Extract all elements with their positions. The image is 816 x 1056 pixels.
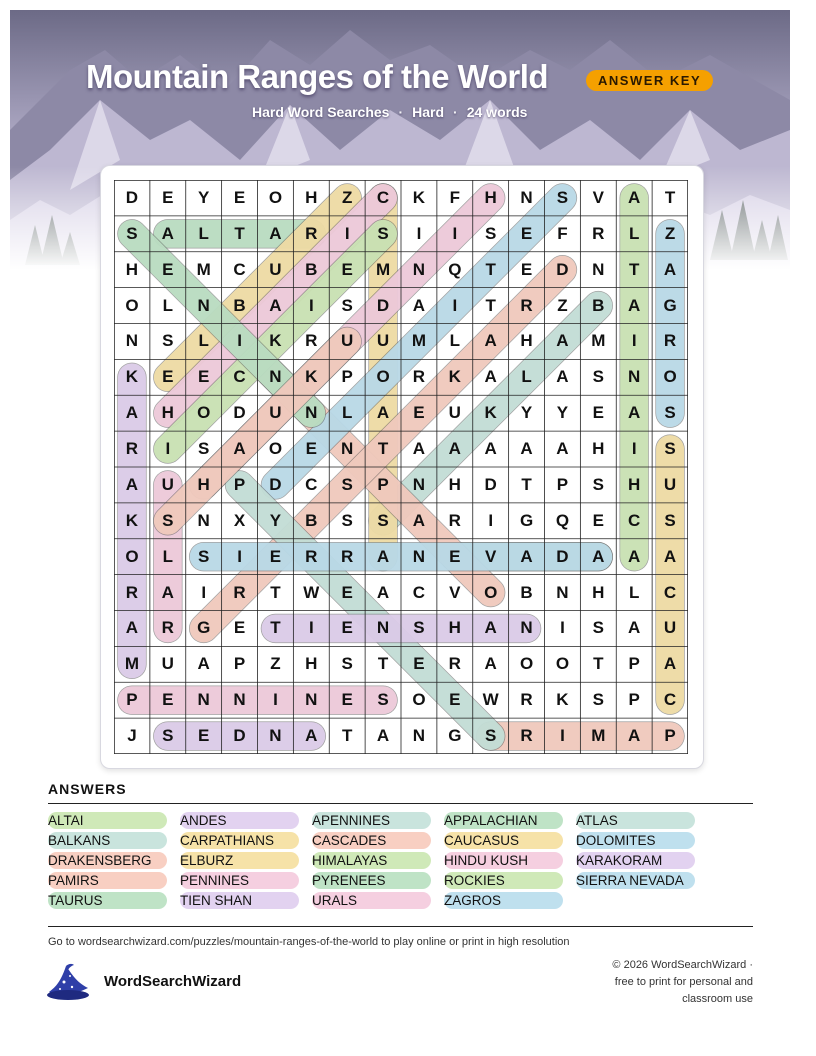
grid-letter: A: [484, 331, 497, 351]
grid-letter: U: [448, 403, 461, 423]
grid-letter: A: [233, 439, 246, 459]
grid-letter: A: [484, 618, 497, 638]
grid-letter: G: [197, 618, 211, 638]
grid-letter: T: [593, 654, 604, 674]
grid-letter: W: [482, 690, 499, 710]
subtitle-separator: ·: [398, 104, 404, 120]
grid-letter: H: [161, 403, 174, 423]
grid-letter: C: [305, 474, 318, 494]
grid-letter: A: [663, 654, 677, 674]
grid-letter: I: [308, 618, 314, 638]
answer-word: ATLAS: [576, 812, 695, 829]
grid-letter: T: [521, 474, 532, 494]
grid-letter: M: [411, 331, 427, 351]
grid-letter: E: [520, 259, 533, 279]
grid-letter: V: [592, 187, 604, 207]
grid-letter: H: [592, 582, 605, 602]
grid-letter: N: [197, 690, 210, 710]
grid-letter: T: [270, 582, 281, 602]
grid-letter: N: [305, 690, 318, 710]
grid-letter: P: [126, 690, 138, 710]
grid-letter: E: [520, 223, 533, 243]
grid-letter: P: [233, 474, 246, 494]
grid-letter: L: [198, 331, 209, 351]
grid-letter: A: [556, 439, 569, 459]
word-search-grid: [114, 180, 688, 754]
grid-letter: O: [197, 403, 211, 423]
grid-letter: N: [412, 546, 426, 566]
grid-letter: A: [125, 474, 139, 494]
grid-letter: D: [556, 259, 569, 279]
answer-word: APENNINES: [312, 812, 431, 829]
grid-letter: S: [377, 510, 389, 530]
brand-name: WordSearchWizard: [104, 973, 242, 990]
grid-letter: E: [592, 510, 604, 530]
grid-letter: P: [628, 654, 640, 674]
grid-letter: C: [663, 582, 677, 602]
answer-word: SIERRA NEVADA: [576, 872, 695, 889]
grid-letter: J: [127, 726, 137, 746]
grid-letter: T: [485, 259, 496, 279]
grid-letter: I: [344, 223, 350, 243]
grid-letter: I: [273, 690, 278, 710]
grid-letter: R: [663, 331, 677, 351]
grid-letter: E: [162, 367, 174, 387]
grid-letter: S: [485, 223, 497, 243]
answer-word: KARAKORAM: [576, 852, 695, 869]
subtitle-separator: ·: [453, 104, 458, 120]
grid-letter: E: [233, 187, 246, 207]
grid-letter: S: [664, 403, 676, 423]
grid-letter: Z: [664, 223, 676, 243]
answer-word: ANDES: [180, 812, 299, 829]
grid-letter: O: [663, 367, 677, 387]
grid-letter: U: [161, 654, 174, 674]
grid-letter: S: [198, 546, 210, 566]
grid-letter: B: [520, 582, 533, 602]
grid-letter: H: [305, 187, 318, 207]
grid-letter: E: [413, 403, 425, 423]
answer-word: TAURUS: [48, 892, 167, 909]
grid-letter: S: [162, 726, 174, 746]
grid-letter: I: [560, 726, 565, 746]
grid-letter: R: [520, 690, 533, 710]
grid-letter: D: [484, 474, 497, 494]
grid-letter: A: [628, 187, 641, 207]
grid-letter: C: [233, 367, 246, 387]
grid-letter: S: [341, 510, 353, 530]
grid-letter: E: [413, 654, 425, 674]
grid-letter: S: [162, 331, 174, 351]
grid-letter: N: [125, 331, 139, 351]
grid-letter: U: [663, 474, 677, 494]
grid-letter: A: [269, 295, 282, 315]
grid-letter: H: [592, 439, 605, 459]
grid-letter: A: [125, 618, 139, 638]
grid-letter: A: [628, 726, 641, 746]
grid-letter: K: [305, 367, 318, 387]
grid-letter: U: [663, 618, 677, 638]
grid-letter: E: [449, 546, 461, 566]
grid-letter: E: [449, 690, 461, 710]
answer-word: DOLOMITES: [576, 832, 695, 849]
grid-letter: R: [305, 331, 318, 351]
page-title: Mountain Ranges of the World: [86, 58, 549, 95]
grid-letter: I: [631, 331, 637, 351]
grid-letter: I: [201, 582, 207, 602]
grid-letter: N: [233, 690, 246, 710]
grid-letter: L: [521, 367, 532, 387]
grid-letter: A: [376, 582, 390, 602]
grid-letter: N: [412, 474, 426, 494]
grid-letter: T: [270, 618, 281, 638]
grid-letter: H: [628, 474, 641, 494]
grid-letter: A: [376, 546, 390, 566]
grid-letter: Y: [520, 403, 533, 423]
grid-letter: U: [269, 403, 282, 423]
grid-letter: A: [628, 546, 641, 566]
grid-letter: L: [628, 223, 640, 243]
grid-letter: P: [556, 474, 569, 494]
grid-letter: R: [520, 295, 533, 315]
grid-letter: T: [485, 295, 496, 315]
grid-letter: P: [628, 690, 640, 710]
grid-letter: U: [376, 331, 390, 351]
grid-letter: K: [448, 367, 461, 387]
grid-letter: C: [376, 187, 390, 207]
grid-letter: C: [233, 259, 246, 279]
grid-letter: G: [663, 295, 677, 315]
grid-letter: K: [125, 367, 139, 387]
grid-letter: Q: [448, 259, 462, 279]
answer-word: ROCKIES: [444, 872, 563, 889]
grid-letter: R: [448, 510, 461, 530]
grid-letter: N: [520, 618, 533, 638]
grid-letter: A: [125, 403, 139, 423]
grid-letter: R: [161, 618, 174, 638]
grid-letter: H: [125, 259, 139, 279]
grid-letter: S: [341, 295, 353, 315]
grid-letter: U: [161, 474, 174, 494]
grid-letter: M: [591, 726, 606, 746]
divider: [48, 803, 753, 804]
page-subtitle: [252, 104, 527, 120]
answer-word: ELBURZ: [180, 852, 299, 869]
grid-letter: Y: [198, 187, 210, 207]
grid-letter: K: [125, 510, 139, 530]
grid-letter: N: [628, 367, 641, 387]
grid-letter: H: [197, 474, 210, 494]
grid-letter: D: [269, 474, 282, 494]
grid-letter: S: [556, 187, 569, 207]
answer-word: CASCADES: [312, 832, 431, 849]
grid-letter: E: [341, 259, 353, 279]
grid-letter: Z: [557, 295, 568, 315]
grid-letter: G: [519, 510, 534, 530]
subtitle-word-count: 24 words: [466, 104, 528, 120]
grid-letter: S: [377, 690, 389, 710]
grid-letter: N: [412, 259, 426, 279]
answer-word: BALKANS: [48, 832, 167, 849]
grid-letter: O: [376, 367, 390, 387]
grid-letter: D: [376, 295, 390, 315]
grid-letter: A: [376, 403, 390, 423]
grid-letter: O: [125, 295, 139, 315]
answer-word: DRAKENSBERG: [48, 852, 167, 869]
grid-letter: I: [165, 439, 171, 459]
grid-letter: I: [452, 295, 458, 315]
grid-letter: N: [305, 403, 318, 423]
grid-letter: A: [412, 295, 426, 315]
grid-letter: L: [198, 223, 209, 243]
grid-letter: N: [412, 726, 426, 746]
grid-letter: I: [488, 510, 494, 530]
grid-letter: K: [269, 331, 282, 351]
grid-letter: A: [484, 439, 497, 459]
grid-letter: N: [556, 582, 569, 602]
grid-letter: U: [341, 331, 354, 351]
grid-letter: H: [448, 474, 461, 494]
grid-letter: A: [520, 439, 533, 459]
grid-letter: E: [198, 726, 210, 746]
wizard-hat-icon: [46, 962, 92, 1007]
grid-letter: U: [269, 259, 282, 279]
grid-letter: R: [233, 582, 246, 602]
grid-letter: Z: [270, 654, 281, 674]
grid-letter: O: [412, 690, 426, 710]
grid-letter: C: [412, 582, 426, 602]
grid-letter: I: [631, 439, 637, 459]
grid-letter: I: [452, 223, 458, 243]
grid-letter: G: [448, 726, 462, 746]
grid-letter: K: [484, 403, 497, 423]
grid-letter: R: [412, 367, 426, 387]
grid-letter: H: [520, 331, 533, 351]
grid-letter: A: [663, 546, 677, 566]
footer-url-text: Go to wordsearchwizard.com/puzzles/mountain-ranges-of-the-world to play online or print in high resolution: [48, 936, 570, 948]
grid-letter: P: [377, 474, 389, 494]
grid-letter: S: [592, 618, 604, 638]
grid-letter: E: [162, 690, 174, 710]
grid-letter: H: [305, 654, 318, 674]
grid-letter: A: [448, 439, 461, 459]
grid-letter: B: [305, 259, 318, 279]
grid-letter: B: [233, 295, 246, 315]
grid-letter: R: [448, 654, 461, 674]
grid-letter: E: [198, 367, 210, 387]
grid-letter: Z: [341, 187, 353, 207]
answer-word: ALTAI: [48, 812, 167, 829]
subtitle-difficulty: Hard: [412, 104, 445, 120]
grid-letter: E: [233, 618, 246, 638]
answer-word: APPALACHIAN: [444, 812, 563, 829]
grid-letter: A: [305, 726, 318, 746]
copyright-line: © 2026 WordSearchWizard ·: [612, 959, 753, 971]
grid-letter: A: [628, 295, 641, 315]
grid-letter: E: [341, 690, 353, 710]
answer-word: URALS: [312, 892, 431, 909]
grid-letter: N: [269, 726, 282, 746]
grid-letter: K: [556, 690, 569, 710]
grid-letter: M: [375, 259, 391, 279]
grid-letter: S: [341, 474, 353, 494]
grid-letter: P: [233, 654, 246, 674]
grid-letter: W: [303, 582, 320, 602]
grid-letter: E: [269, 546, 282, 566]
grid-letter: N: [592, 259, 605, 279]
grid-letter: S: [592, 690, 604, 710]
grid-letter: Y: [556, 403, 569, 423]
grid-letter: I: [416, 223, 422, 243]
grid-letter: M: [591, 331, 606, 351]
grid-letter: L: [341, 403, 353, 423]
grid-letter: T: [377, 439, 389, 459]
grid-letter: S: [377, 223, 389, 243]
grid-letter: S: [485, 726, 497, 746]
divider: [48, 926, 753, 927]
grid-letter: M: [124, 654, 140, 674]
grid-letter: S: [198, 439, 210, 459]
answer-word: TIEN SHAN: [180, 892, 299, 909]
grid-letter: N: [197, 295, 210, 315]
answer-word: HIMALAYAS: [312, 852, 431, 869]
grid-letter: L: [628, 582, 640, 602]
grid-letter: N: [197, 510, 210, 530]
grid-letter: B: [592, 295, 605, 315]
grid-letter: H: [484, 187, 497, 207]
grid-letter: A: [376, 726, 390, 746]
grid-letter: E: [162, 187, 174, 207]
grid-letter: O: [519, 654, 534, 674]
grid-letter: E: [341, 618, 353, 638]
grid-letter: A: [520, 546, 533, 566]
grid-letter: O: [268, 187, 283, 207]
grid-letter: T: [628, 259, 640, 279]
grid-letter: A: [592, 546, 605, 566]
grid-letter: E: [341, 582, 353, 602]
grid-letter: A: [161, 582, 174, 602]
grid-letter: I: [560, 618, 565, 638]
grid-letter: O: [484, 582, 498, 602]
grid-letter: L: [449, 331, 460, 351]
grid-letter: O: [125, 546, 139, 566]
grid-letter: T: [664, 187, 676, 207]
grid-letter: A: [197, 654, 210, 674]
grid-letter: I: [237, 546, 242, 566]
grid-letter: A: [663, 259, 677, 279]
grid-letter: V: [449, 582, 461, 602]
grid-letter: A: [484, 654, 497, 674]
grid-letter: I: [237, 331, 242, 351]
grid-letter: D: [556, 546, 569, 566]
grid-letter: X: [233, 510, 246, 530]
grid-letter: A: [412, 439, 426, 459]
grid-letter: T: [377, 654, 389, 674]
grid-letter: K: [412, 187, 426, 207]
grid-letter: A: [556, 367, 569, 387]
grid-letter: S: [592, 474, 604, 494]
answer-word: PENNINES: [180, 872, 299, 889]
grid-letter: R: [520, 726, 533, 746]
grid-letter: A: [161, 223, 174, 243]
grid-letter: E: [162, 259, 174, 279]
grid-letter: R: [125, 582, 139, 602]
grid-letter: E: [592, 403, 604, 423]
grid-letter: E: [305, 439, 317, 459]
answer-word: HINDU KUSH: [444, 852, 563, 869]
grid-letter: F: [557, 223, 568, 243]
grid-letter: T: [341, 726, 353, 746]
grid-letter: C: [628, 510, 641, 530]
grid-letter: L: [162, 546, 173, 566]
grid-letter: O: [268, 439, 283, 459]
grid-letter: S: [162, 510, 174, 530]
copyright-line: classroom use: [682, 993, 753, 1005]
answer-key-badge: ANSWER KEY: [586, 70, 713, 91]
grid-letter: I: [308, 295, 314, 315]
grid-letter: D: [233, 403, 246, 423]
grid-letter: N: [341, 439, 354, 459]
grid-letter: N: [520, 187, 533, 207]
grid-letter: M: [196, 259, 211, 279]
grid-letter: N: [376, 618, 390, 638]
grid-letter: R: [305, 223, 318, 243]
grid-letter: S: [413, 618, 425, 638]
grid-letter: H: [448, 618, 461, 638]
grid-letter: R: [341, 546, 354, 566]
grid-letter: F: [449, 187, 460, 207]
grid-letter: S: [341, 654, 353, 674]
grid-letter: A: [628, 403, 641, 423]
grid-letter: R: [125, 439, 139, 459]
answer-word: CARPATHIANS: [180, 832, 299, 849]
grid-letter: C: [663, 690, 677, 710]
grid-letter: D: [125, 187, 139, 207]
subtitle-collection: Hard Word Searches: [252, 104, 390, 120]
answer-word: PAMIRS: [48, 872, 167, 889]
grid-letter: B: [305, 510, 318, 530]
grid-letter: V: [485, 546, 497, 566]
grid-letter: S: [664, 510, 676, 530]
answer-word: CAUCASUS: [444, 832, 563, 849]
answers-heading: ANSWERS: [48, 781, 127, 797]
grid-letter: Y: [269, 510, 282, 530]
grid-letter: A: [484, 367, 497, 387]
grid-letter: Q: [555, 510, 570, 530]
grid-letter: A: [412, 510, 426, 530]
grid-letter: A: [269, 223, 282, 243]
grid-letter: N: [269, 367, 282, 387]
answer-word: ZAGROS: [444, 892, 563, 909]
grid-letter: L: [162, 295, 173, 315]
grid-letter: A: [628, 618, 641, 638]
grid-letter: R: [305, 546, 318, 566]
grid-letter: A: [556, 331, 569, 351]
grid-letter: P: [341, 367, 353, 387]
copyright-notice: [583, 957, 753, 1008]
copyright-line: free to print for personal and: [614, 976, 753, 988]
grid-letter: D: [233, 726, 246, 746]
grid-letter: O: [555, 654, 570, 674]
answer-word: PYRENEES: [312, 872, 431, 889]
grid-letter: P: [664, 726, 676, 746]
grid-letter: S: [126, 223, 138, 243]
grid-letter: T: [234, 223, 245, 243]
grid-letter: S: [664, 439, 676, 459]
grid-letter: R: [592, 223, 605, 243]
grid-letter: S: [592, 367, 604, 387]
